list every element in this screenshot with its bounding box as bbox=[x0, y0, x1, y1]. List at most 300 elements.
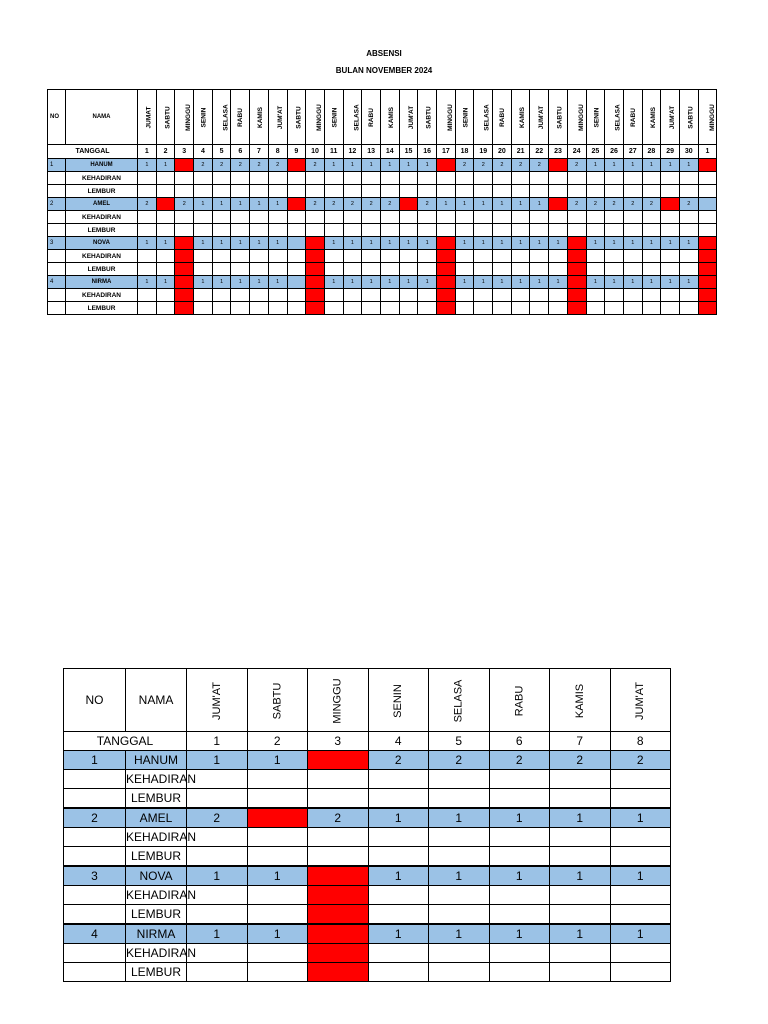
attendance-count: 2 bbox=[463, 162, 467, 168]
empty-cell bbox=[343, 211, 362, 224]
empty-cell bbox=[287, 211, 306, 224]
empty-cell bbox=[268, 224, 287, 237]
empty-cell bbox=[610, 886, 671, 905]
empty-cell bbox=[194, 250, 213, 263]
attendance-count: 1 bbox=[273, 927, 281, 941]
date-cell: 1 bbox=[187, 732, 248, 751]
empty-cell bbox=[324, 172, 343, 185]
empty-cell bbox=[511, 250, 530, 263]
day-name: MINGGU bbox=[331, 678, 344, 724]
empty-cell bbox=[679, 185, 698, 198]
kehadiran-row bbox=[48, 211, 717, 224]
holiday-cell bbox=[308, 886, 369, 905]
attendance-count: 1 bbox=[519, 201, 523, 207]
day-header bbox=[511, 90, 530, 145]
attendance-count: 1 bbox=[481, 201, 485, 207]
empty-cell bbox=[138, 250, 157, 263]
day-header bbox=[455, 90, 474, 145]
holiday-cell bbox=[156, 198, 175, 211]
empty-cell bbox=[418, 224, 437, 237]
day-header bbox=[605, 90, 624, 145]
empty-cell bbox=[212, 185, 231, 198]
employee-name: HANUM bbox=[126, 751, 187, 770]
attendance-value bbox=[187, 924, 248, 944]
empty-cell bbox=[156, 302, 175, 315]
holiday-cell bbox=[698, 159, 717, 172]
empty-cell bbox=[474, 172, 493, 185]
empty-cell bbox=[418, 302, 437, 315]
holiday-cell bbox=[437, 276, 456, 289]
empty-cell bbox=[175, 211, 194, 224]
date-cell: 3 bbox=[175, 145, 194, 159]
empty-cell bbox=[698, 224, 717, 237]
holiday-cell bbox=[175, 237, 194, 250]
kehadiran-label: KEHADIRAN bbox=[66, 211, 138, 224]
employee-row bbox=[48, 276, 717, 289]
attendance-value bbox=[247, 866, 308, 886]
empty-cell bbox=[610, 944, 671, 963]
empty-cell bbox=[605, 211, 624, 224]
kehadiran-label: KEHADIRAN bbox=[126, 944, 187, 963]
attendance-count: 1 bbox=[201, 279, 205, 285]
attendance-value bbox=[231, 198, 250, 211]
empty-cell bbox=[642, 263, 661, 276]
attendance-count: 2 bbox=[334, 811, 342, 825]
empty-cell bbox=[368, 963, 429, 982]
attendance-value bbox=[343, 198, 362, 211]
empty-cell bbox=[418, 263, 437, 276]
attendance-count: 1 bbox=[481, 240, 485, 246]
attendance-value bbox=[437, 198, 456, 211]
date-cell: 7 bbox=[250, 145, 269, 159]
attendance-value bbox=[511, 276, 530, 289]
empty-cell bbox=[287, 224, 306, 237]
day-name: SENIN bbox=[392, 684, 405, 718]
empty-cell bbox=[268, 302, 287, 315]
day-name: SABTU bbox=[556, 105, 564, 129]
attendance-value bbox=[586, 276, 605, 289]
attendance-count: 1 bbox=[257, 240, 261, 246]
empty-cell bbox=[194, 302, 213, 315]
day-name: SENIN bbox=[331, 107, 339, 127]
attendance-count: 1 bbox=[687, 279, 691, 285]
empty-cell bbox=[212, 172, 231, 185]
day-name: JUM'AT bbox=[210, 682, 223, 720]
holiday-cell bbox=[287, 159, 306, 172]
empty-cell bbox=[605, 289, 624, 302]
attendance-count: 1 bbox=[273, 753, 281, 767]
empty-cell bbox=[343, 263, 362, 276]
attendance-count: 1 bbox=[145, 279, 149, 285]
attendance-value bbox=[489, 808, 550, 828]
empty-cell bbox=[567, 211, 586, 224]
empty-cell bbox=[610, 847, 671, 867]
empty-cell bbox=[194, 224, 213, 237]
attendance-value bbox=[268, 159, 287, 172]
empty-cell bbox=[474, 302, 493, 315]
date-cell: 30 bbox=[679, 145, 698, 159]
empty-no-cell bbox=[64, 905, 126, 925]
date-cell: 7 bbox=[550, 732, 611, 751]
holiday-cell bbox=[549, 198, 568, 211]
empty-cell bbox=[308, 789, 369, 809]
attendance-count: 1 bbox=[145, 162, 149, 168]
attendance-count: 2 bbox=[687, 201, 691, 207]
employee-no: 4 bbox=[64, 924, 126, 944]
lembur-label: LEMBUR bbox=[126, 963, 187, 982]
empty-cell bbox=[156, 263, 175, 276]
empty-cell bbox=[474, 224, 493, 237]
lembur-label: LEMBUR bbox=[126, 789, 187, 809]
day-name: MINGGU bbox=[446, 103, 454, 131]
empty-cell bbox=[343, 185, 362, 198]
empty-cell bbox=[343, 302, 362, 315]
empty-cell bbox=[187, 905, 248, 925]
empty-cell bbox=[287, 250, 306, 263]
empty-no-cell bbox=[64, 963, 126, 982]
empty-cell bbox=[605, 250, 624, 263]
day-name: KAMIS bbox=[649, 106, 657, 128]
date-row bbox=[64, 732, 671, 751]
attendance-value bbox=[642, 198, 661, 211]
empty-cell bbox=[380, 211, 399, 224]
empty-cell bbox=[175, 185, 194, 198]
attendance-value bbox=[156, 237, 175, 250]
empty-cell bbox=[380, 289, 399, 302]
holiday-cell bbox=[698, 276, 717, 289]
empty-cell bbox=[455, 289, 474, 302]
attendance-value bbox=[368, 924, 429, 944]
empty-cell bbox=[586, 302, 605, 315]
lembur-row bbox=[48, 224, 717, 237]
empty-cell bbox=[493, 224, 512, 237]
attendance-count: 1 bbox=[276, 279, 280, 285]
attendance-count: 2 bbox=[238, 162, 242, 168]
day-header bbox=[194, 90, 213, 145]
holiday-cell bbox=[661, 198, 680, 211]
attendance-value bbox=[586, 198, 605, 211]
lembur-row bbox=[48, 263, 717, 276]
empty-cell bbox=[661, 302, 680, 315]
holiday-cell bbox=[175, 250, 194, 263]
empty-cell bbox=[212, 224, 231, 237]
empty-cell bbox=[247, 886, 308, 905]
day-header bbox=[567, 90, 586, 145]
empty-cell bbox=[194, 289, 213, 302]
empty-cell bbox=[138, 185, 157, 198]
empty-cell bbox=[212, 250, 231, 263]
empty-cell bbox=[642, 289, 661, 302]
empty-cell bbox=[429, 789, 490, 809]
day-header bbox=[437, 90, 456, 145]
day-header bbox=[308, 669, 369, 732]
kehadiran-label: KEHADIRAN bbox=[126, 828, 187, 847]
empty-cell bbox=[343, 224, 362, 237]
empty-cell bbox=[380, 172, 399, 185]
empty-cell bbox=[623, 263, 642, 276]
attendance-count: 2 bbox=[612, 201, 616, 207]
empty-cell bbox=[511, 289, 530, 302]
attendance-count: 1 bbox=[425, 162, 429, 168]
attendance-value bbox=[586, 237, 605, 250]
attendance-value bbox=[194, 159, 213, 172]
day-header bbox=[549, 90, 568, 145]
attendance-value bbox=[493, 237, 512, 250]
empty-cell bbox=[287, 263, 306, 276]
attendance-value bbox=[175, 198, 194, 211]
attendance-count: 1 bbox=[332, 240, 336, 246]
attendance-count: 2 bbox=[481, 162, 485, 168]
empty-cell bbox=[231, 302, 250, 315]
day-header bbox=[429, 669, 490, 732]
empty-cell bbox=[287, 289, 306, 302]
attendance-value bbox=[610, 866, 671, 886]
empty-cell bbox=[343, 172, 362, 185]
attendance-value bbox=[368, 866, 429, 886]
holiday-cell bbox=[698, 263, 717, 276]
attendance-value bbox=[308, 808, 369, 828]
attendance-count: 1 bbox=[537, 279, 541, 285]
attendance-value bbox=[362, 237, 381, 250]
empty-cell bbox=[231, 263, 250, 276]
empty-cell bbox=[194, 185, 213, 198]
attendance-count: 1 bbox=[257, 201, 261, 207]
attendance-count: 1 bbox=[213, 927, 221, 941]
empty-cell bbox=[530, 302, 549, 315]
kehadiran-label: KEHADIRAN bbox=[126, 770, 187, 789]
empty-cell bbox=[250, 185, 269, 198]
attendance-value bbox=[250, 159, 269, 172]
date-cell: 27 bbox=[623, 145, 642, 159]
attendance-count: 2 bbox=[313, 201, 317, 207]
attendance-count: 2 bbox=[649, 201, 653, 207]
empty-cell bbox=[231, 289, 250, 302]
day-name: KAMIS bbox=[573, 683, 586, 719]
employee-name: NIRMA bbox=[66, 276, 138, 289]
date-cell: 29 bbox=[661, 145, 680, 159]
day-name: SENIN bbox=[462, 107, 470, 127]
date-cell: 12 bbox=[343, 145, 362, 159]
empty-cell bbox=[380, 224, 399, 237]
empty-cell bbox=[549, 185, 568, 198]
attendance-count: 1 bbox=[463, 240, 467, 246]
empty-cell bbox=[324, 289, 343, 302]
day-header bbox=[474, 90, 493, 145]
attendance-count: 1 bbox=[273, 869, 281, 883]
empty-cell bbox=[362, 302, 381, 315]
lembur-label: LEMBUR bbox=[126, 905, 187, 925]
attendance-count: 1 bbox=[201, 201, 205, 207]
attendance-count: 1 bbox=[213, 753, 221, 767]
empty-cell bbox=[605, 172, 624, 185]
attendance-value bbox=[418, 159, 437, 172]
empty-cell bbox=[550, 770, 611, 789]
attendance-value bbox=[489, 751, 550, 770]
empty-cell bbox=[550, 944, 611, 963]
empty-cell bbox=[212, 302, 231, 315]
employee-row bbox=[64, 751, 671, 770]
day-name: JUM'AT bbox=[407, 105, 415, 129]
employee-row bbox=[48, 237, 717, 250]
empty-no-cell bbox=[64, 886, 126, 905]
empty-cell bbox=[489, 963, 550, 982]
attendance-count: 1 bbox=[238, 240, 242, 246]
empty-cell bbox=[231, 224, 250, 237]
holiday-cell bbox=[399, 198, 418, 211]
empty-cell bbox=[187, 847, 248, 867]
attendance-table bbox=[47, 89, 717, 315]
empty-cell bbox=[610, 828, 671, 847]
kehadiran-row bbox=[48, 250, 717, 263]
empty-cell bbox=[511, 302, 530, 315]
empty-no-cell bbox=[64, 770, 126, 789]
document-subtitle: BULAN NOVEMBER 2024 bbox=[335, 66, 433, 75]
attendance-value bbox=[474, 159, 493, 172]
empty-cell bbox=[679, 263, 698, 276]
attendance-count: 1 bbox=[649, 240, 653, 246]
attendance-value bbox=[623, 198, 642, 211]
day-name: RABU bbox=[237, 107, 245, 127]
employee-no: 2 bbox=[64, 808, 126, 828]
empty-cell bbox=[661, 185, 680, 198]
tanggal-label: TANGGAL bbox=[64, 732, 187, 751]
attendance-value bbox=[567, 198, 586, 211]
holiday-cell bbox=[437, 289, 456, 302]
date-cell: 22 bbox=[530, 145, 549, 159]
attendance-count: 1 bbox=[515, 811, 523, 825]
day-header bbox=[156, 90, 175, 145]
attendance-count: 1 bbox=[687, 162, 691, 168]
date-cell: 21 bbox=[511, 145, 530, 159]
attendance-count: 2 bbox=[201, 162, 205, 168]
empty-cell bbox=[642, 250, 661, 263]
empty-cell bbox=[493, 172, 512, 185]
attendance-value bbox=[549, 237, 568, 250]
attendance-value bbox=[610, 751, 671, 770]
empty-cell bbox=[489, 828, 550, 847]
empty-cell bbox=[511, 263, 530, 276]
empty-cell bbox=[308, 828, 369, 847]
empty-cell bbox=[698, 172, 717, 185]
day-header bbox=[586, 90, 605, 145]
attendance-count: 2 bbox=[332, 201, 336, 207]
attendance-count: 2 bbox=[369, 201, 373, 207]
day-header bbox=[493, 90, 512, 145]
attendance-value bbox=[362, 159, 381, 172]
empty-cell bbox=[511, 172, 530, 185]
empty-cell bbox=[550, 789, 611, 809]
holiday-cell bbox=[306, 302, 325, 315]
empty-no-cell bbox=[48, 172, 66, 185]
attendance-count: 1 bbox=[481, 279, 485, 285]
empty-cell bbox=[306, 224, 325, 237]
employee-row bbox=[48, 159, 717, 172]
empty-cell bbox=[661, 211, 680, 224]
empty-cell bbox=[368, 944, 429, 963]
employee-name: NOVA bbox=[66, 237, 138, 250]
attendance-count: 1 bbox=[668, 240, 672, 246]
lembur-row bbox=[48, 302, 717, 315]
attendance-value bbox=[549, 276, 568, 289]
date-cell: 6 bbox=[489, 732, 550, 751]
day-header bbox=[138, 90, 157, 145]
attendance-count: 2 bbox=[313, 162, 317, 168]
attendance-value bbox=[567, 159, 586, 172]
empty-cell bbox=[324, 224, 343, 237]
empty-cell bbox=[455, 185, 474, 198]
empty-cell bbox=[550, 963, 611, 982]
empty-cell bbox=[511, 211, 530, 224]
day-name: MINGGU bbox=[708, 103, 716, 131]
day-name: RABU bbox=[629, 107, 637, 127]
day-name: SELASA bbox=[484, 103, 492, 131]
attendance-value bbox=[138, 159, 157, 172]
attendance-count: 1 bbox=[687, 240, 691, 246]
date-cell: 15 bbox=[399, 145, 418, 159]
employee-no: 3 bbox=[64, 866, 126, 886]
day-name: KAMIS bbox=[257, 106, 265, 128]
empty-cell bbox=[493, 302, 512, 315]
empty-cell bbox=[493, 250, 512, 263]
attendance-value bbox=[474, 237, 493, 250]
attendance-value bbox=[455, 198, 474, 211]
attendance-count: 1 bbox=[164, 240, 168, 246]
attendance-value bbox=[138, 276, 157, 289]
empty-cell bbox=[247, 963, 308, 982]
empty-cell bbox=[308, 847, 369, 867]
holiday-cell bbox=[175, 263, 194, 276]
attendance-value bbox=[698, 198, 717, 211]
employee-name: AMEL bbox=[126, 808, 187, 828]
empty-cell bbox=[250, 289, 269, 302]
attendance-value bbox=[268, 237, 287, 250]
day-header bbox=[489, 669, 550, 732]
attendance-count: 2 bbox=[515, 753, 523, 767]
empty-cell bbox=[567, 224, 586, 237]
empty-cell bbox=[489, 886, 550, 905]
day-header bbox=[418, 90, 437, 145]
lembur-row bbox=[64, 905, 671, 925]
attendance-count: 1 bbox=[425, 240, 429, 246]
empty-cell bbox=[623, 211, 642, 224]
empty-cell bbox=[268, 172, 287, 185]
empty-cell bbox=[399, 172, 418, 185]
empty-cell bbox=[368, 886, 429, 905]
empty-cell bbox=[489, 847, 550, 867]
attendance-value bbox=[324, 159, 343, 172]
empty-cell bbox=[493, 289, 512, 302]
date-cell: 19 bbox=[474, 145, 493, 159]
attendance-value bbox=[187, 866, 248, 886]
attendance-value bbox=[550, 866, 611, 886]
attendance-count: 1 bbox=[238, 279, 242, 285]
day-header bbox=[362, 90, 381, 145]
empty-cell bbox=[586, 250, 605, 263]
attendance-count: 1 bbox=[201, 240, 205, 246]
day-header bbox=[250, 90, 269, 145]
date-cell: 2 bbox=[156, 145, 175, 159]
attendance-value bbox=[489, 924, 550, 944]
attendance-value bbox=[493, 276, 512, 289]
empty-cell bbox=[399, 224, 418, 237]
empty-cell bbox=[308, 770, 369, 789]
attendance-count: 1 bbox=[636, 811, 644, 825]
attendance-table-zoomed bbox=[63, 668, 671, 982]
day-header bbox=[623, 90, 642, 145]
empty-no-cell bbox=[48, 263, 66, 276]
empty-cell bbox=[605, 185, 624, 198]
date-cell: 5 bbox=[212, 145, 231, 159]
